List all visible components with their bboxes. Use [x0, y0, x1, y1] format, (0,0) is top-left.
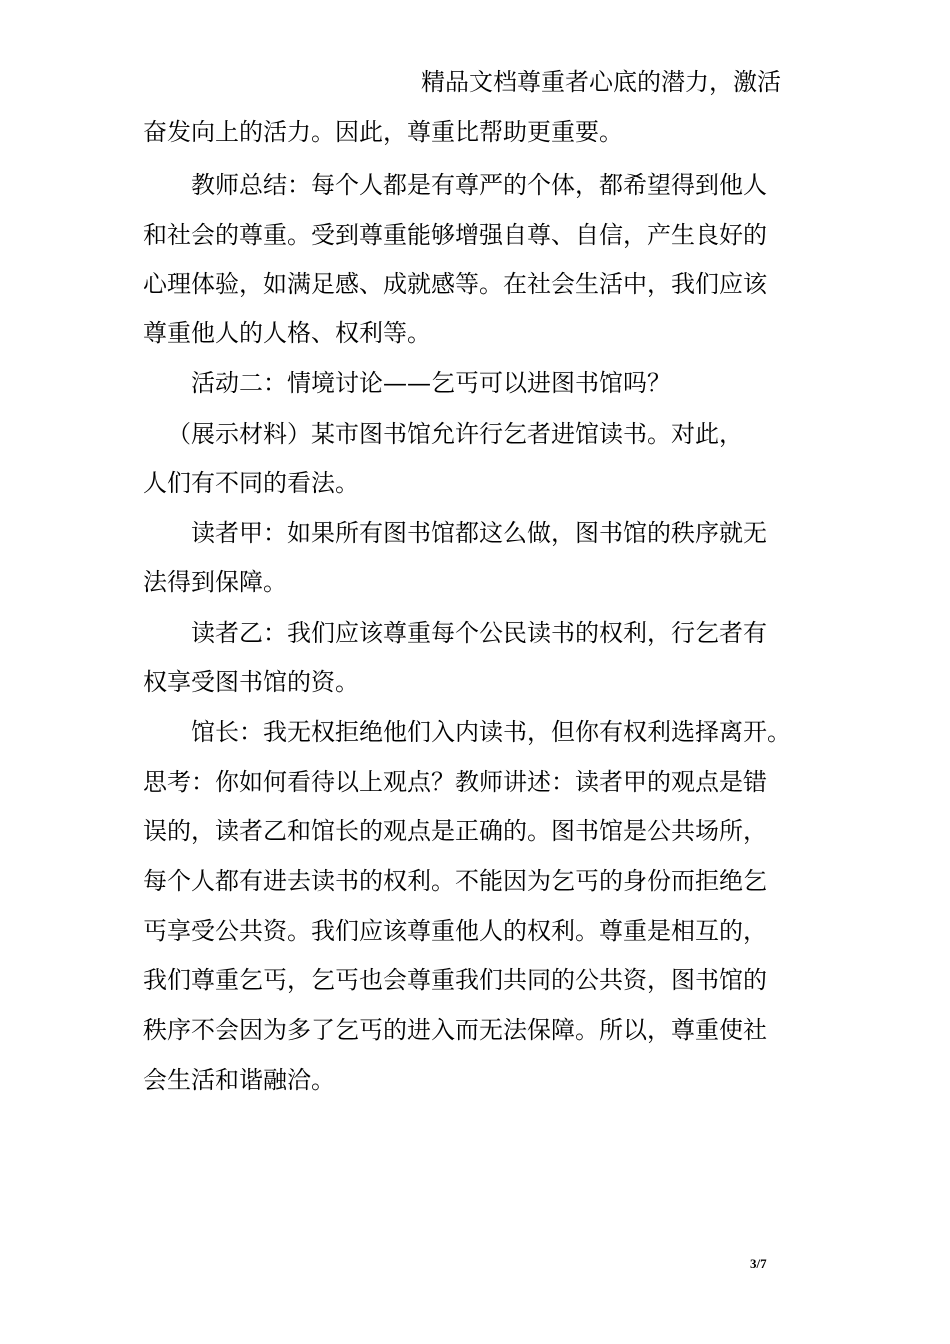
text-line: 人们有不同的看法。 — [143, 469, 359, 497]
text-line: 心理体验，如满足感、成就感等。在社会生活中，我们应该 — [143, 270, 767, 298]
paragraph-first-line: （展示材料）某市图书馆允许行乞者进馆读书。对此， — [167, 420, 743, 448]
paragraph-first-line: 读者甲：如果所有图书馆都这么做，图书馆的秩序就无 — [191, 519, 767, 547]
text-line: 会生活和谐融洽。 — [143, 1066, 335, 1094]
paragraph-first-line: 馆长：我无权拒绝他们入内读书，但你有权利选择离开。 — [191, 718, 791, 746]
text-line: 权享受图书馆的资。 — [143, 668, 359, 696]
paragraph-first-line: 读者乙：我们应该尊重每个公民读书的权利，行乞者有 — [191, 619, 767, 647]
text-line: 我们尊重乞丐，乞丐也会尊重我们共同的公共资，图书馆的 — [143, 966, 767, 994]
text-line: 思考：你如何看待以上观点？教师讲述：读者甲的观点是错 — [143, 768, 767, 796]
text-line: 误的，读者乙和馆长的观点是正确的。图书馆是公共场所， — [143, 817, 767, 845]
text-line: 丐享受公共资。我们应该尊重他人的权利。尊重是相互的， — [143, 917, 767, 945]
text-line: 每个人都有进去读书的权利。不能因为乞丐的身份而拒绝乞 — [143, 867, 767, 895]
text-line: 法得到保障。 — [143, 568, 287, 596]
text-line: 奋发向上的活力。因此，尊重比帮助更重要。 — [143, 118, 623, 146]
section-heading: 活动二：情境讨论——乞丐可以进图书馆吗？ — [191, 369, 671, 397]
paragraph-first-line: 教师总结：每个人都是有尊严的个体，都希望得到他人 — [191, 171, 767, 199]
text-line: 尊重他人的人格、权利等。 — [143, 319, 431, 347]
text-line: 秩序不会因为多了乞丐的进入而无法保障。所以，尊重使社 — [143, 1016, 767, 1044]
page-number: 3/7 — [750, 1256, 767, 1271]
text-line: 精品文档尊重者心底的潜力，激活 — [421, 68, 781, 96]
text-line: 和社会的尊重。受到尊重能够增强自尊、自信，产生良好的 — [143, 221, 767, 249]
